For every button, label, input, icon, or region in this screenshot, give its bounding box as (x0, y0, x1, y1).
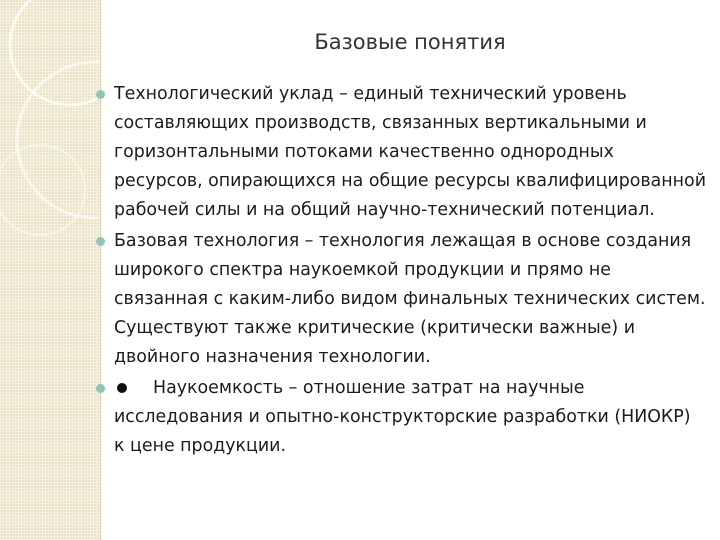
bullet-item-science-intensity (96, 374, 706, 461)
bullet-text: Технологический уклад – единый технический уровень составляющих производств, связанных вертикальными и горизонтальными потоками качественно однородных ресурсов, опирающихся на общие ресурсы квалифицированной рабочей силы и на общий научно-технический потенциал. (114, 84, 706, 220)
bullet-list (96, 80, 706, 463)
bullet-text: Наукоемкость – отношение затрат на научные исследования и опытно-конструкторские разработки (НИОКР) к цене продукции. (114, 378, 691, 456)
bullet-item-base-technology (96, 227, 706, 372)
bullet-icon (96, 90, 105, 99)
bullet-icon (96, 237, 105, 246)
decorative-circles-icon (0, 0, 100, 260)
bullet-text: Базовая технология – технология лежащая в основе создания широкого спектра наукоемкой продукции и прямо не связанная с каким-либо видом финальных технических систем. Существуют также критические (критически важные) и двойного назначения технологии. (114, 231, 706, 367)
bullet-icon (96, 384, 105, 393)
black-dot-icon (117, 383, 127, 393)
bullet-item-technological-mode (96, 80, 706, 225)
slide-title: Базовые понятия (314, 30, 506, 54)
decorative-side-panel (0, 0, 100, 540)
